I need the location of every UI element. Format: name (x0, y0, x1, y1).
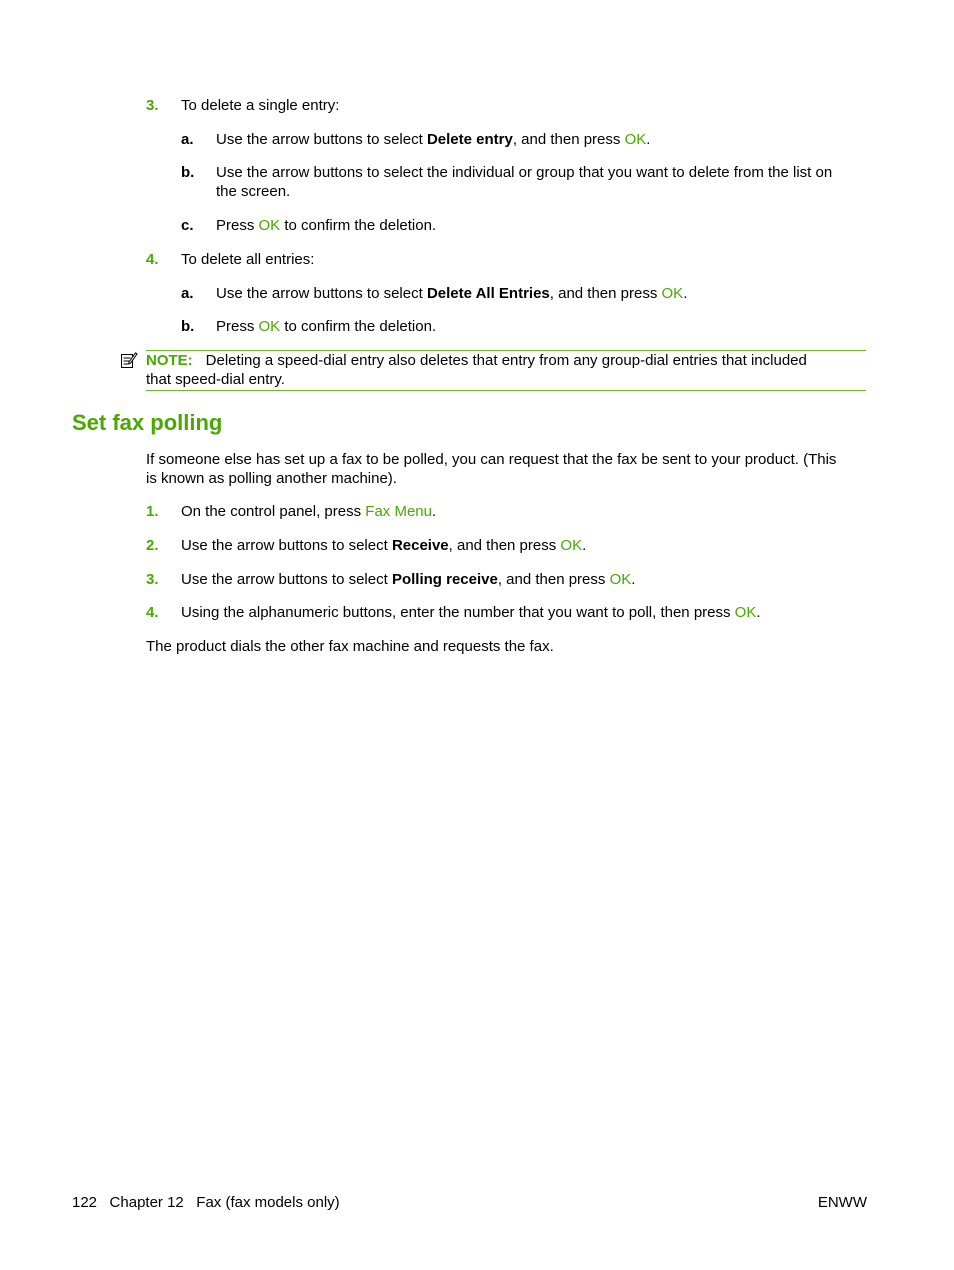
substep-text: the screen. (216, 183, 291, 200)
substep-text: Use the arrow buttons to select Delete All Entries, and then press OK. (216, 285, 688, 302)
substep-text: Use the arrow buttons to select the individual or group that you want to delete from the list on (216, 164, 833, 181)
ok-link[interactable]: OK (661, 285, 684, 302)
note-bottom-rule (146, 390, 866, 391)
note-label: NOTE: (146, 352, 193, 369)
footer-locale: ENWW (817, 1194, 867, 1211)
substep-text: Use the arrow buttons to select Delete entry, and then press OK. (216, 131, 651, 148)
step-text: Using the alphanumeric buttons, enter the number that you want to poll, then press OK. (181, 604, 761, 621)
substep-text: Press OK to confirm the deletion. (216, 217, 437, 234)
section-intro: If someone else has set up a fax to be polled, you can request that the fax be sent to your product. (This (146, 451, 837, 468)
step-number: 3. (146, 97, 159, 114)
substep-letter: b. (181, 318, 195, 335)
ok-link[interactable]: OK (624, 131, 647, 148)
step-number: 4. (146, 251, 159, 268)
step-text: On the control panel, press Fax Menu. (181, 503, 437, 520)
section-intro: is known as polling another machine). (146, 470, 397, 487)
step-number: 4. (146, 604, 159, 621)
chapter-label: Chapter 12 (109, 1194, 184, 1211)
substep-text: Press OK to confirm the deletion. (216, 318, 437, 335)
note-icon (120, 351, 138, 369)
step-number: 3. (146, 571, 159, 588)
ok-link[interactable]: OK (258, 217, 281, 234)
page-footer (72, 1193, 340, 1212)
substep-letter: a. (181, 285, 194, 302)
section-heading: Set fax polling (72, 410, 223, 435)
fax-menu-link[interactable]: Fax Menu (365, 503, 432, 520)
step-number: 1. (146, 503, 159, 520)
ok-link[interactable]: OK (734, 604, 757, 621)
substep-letter: b. (181, 164, 195, 181)
ok-link[interactable]: OK (560, 537, 583, 554)
substep-letter: c. (181, 217, 194, 234)
step-text: Use the arrow buttons to select Polling receive, and then press OK. (181, 571, 636, 588)
substep-letter: a. (181, 131, 194, 148)
step-text: To delete all entries: (181, 251, 315, 268)
closing-paragraph: The product dials the other fax machine and requests the fax. (146, 638, 554, 655)
chapter-title: Fax (fax models only) (196, 1194, 340, 1211)
ok-link[interactable]: OK (609, 571, 632, 588)
ok-link[interactable]: OK (258, 318, 281, 335)
note-text: NOTE: Deleting a speed-dial entry also deletes that entry from any group-dial entries that included (146, 352, 807, 369)
note-text: that speed-dial entry. (146, 371, 285, 388)
page-number: 122 (72, 1194, 98, 1211)
step-text: To delete a single entry: (181, 97, 340, 114)
step-number: 2. (146, 537, 159, 554)
step-text: Use the arrow buttons to select Receive, and then press OK. (181, 537, 587, 554)
